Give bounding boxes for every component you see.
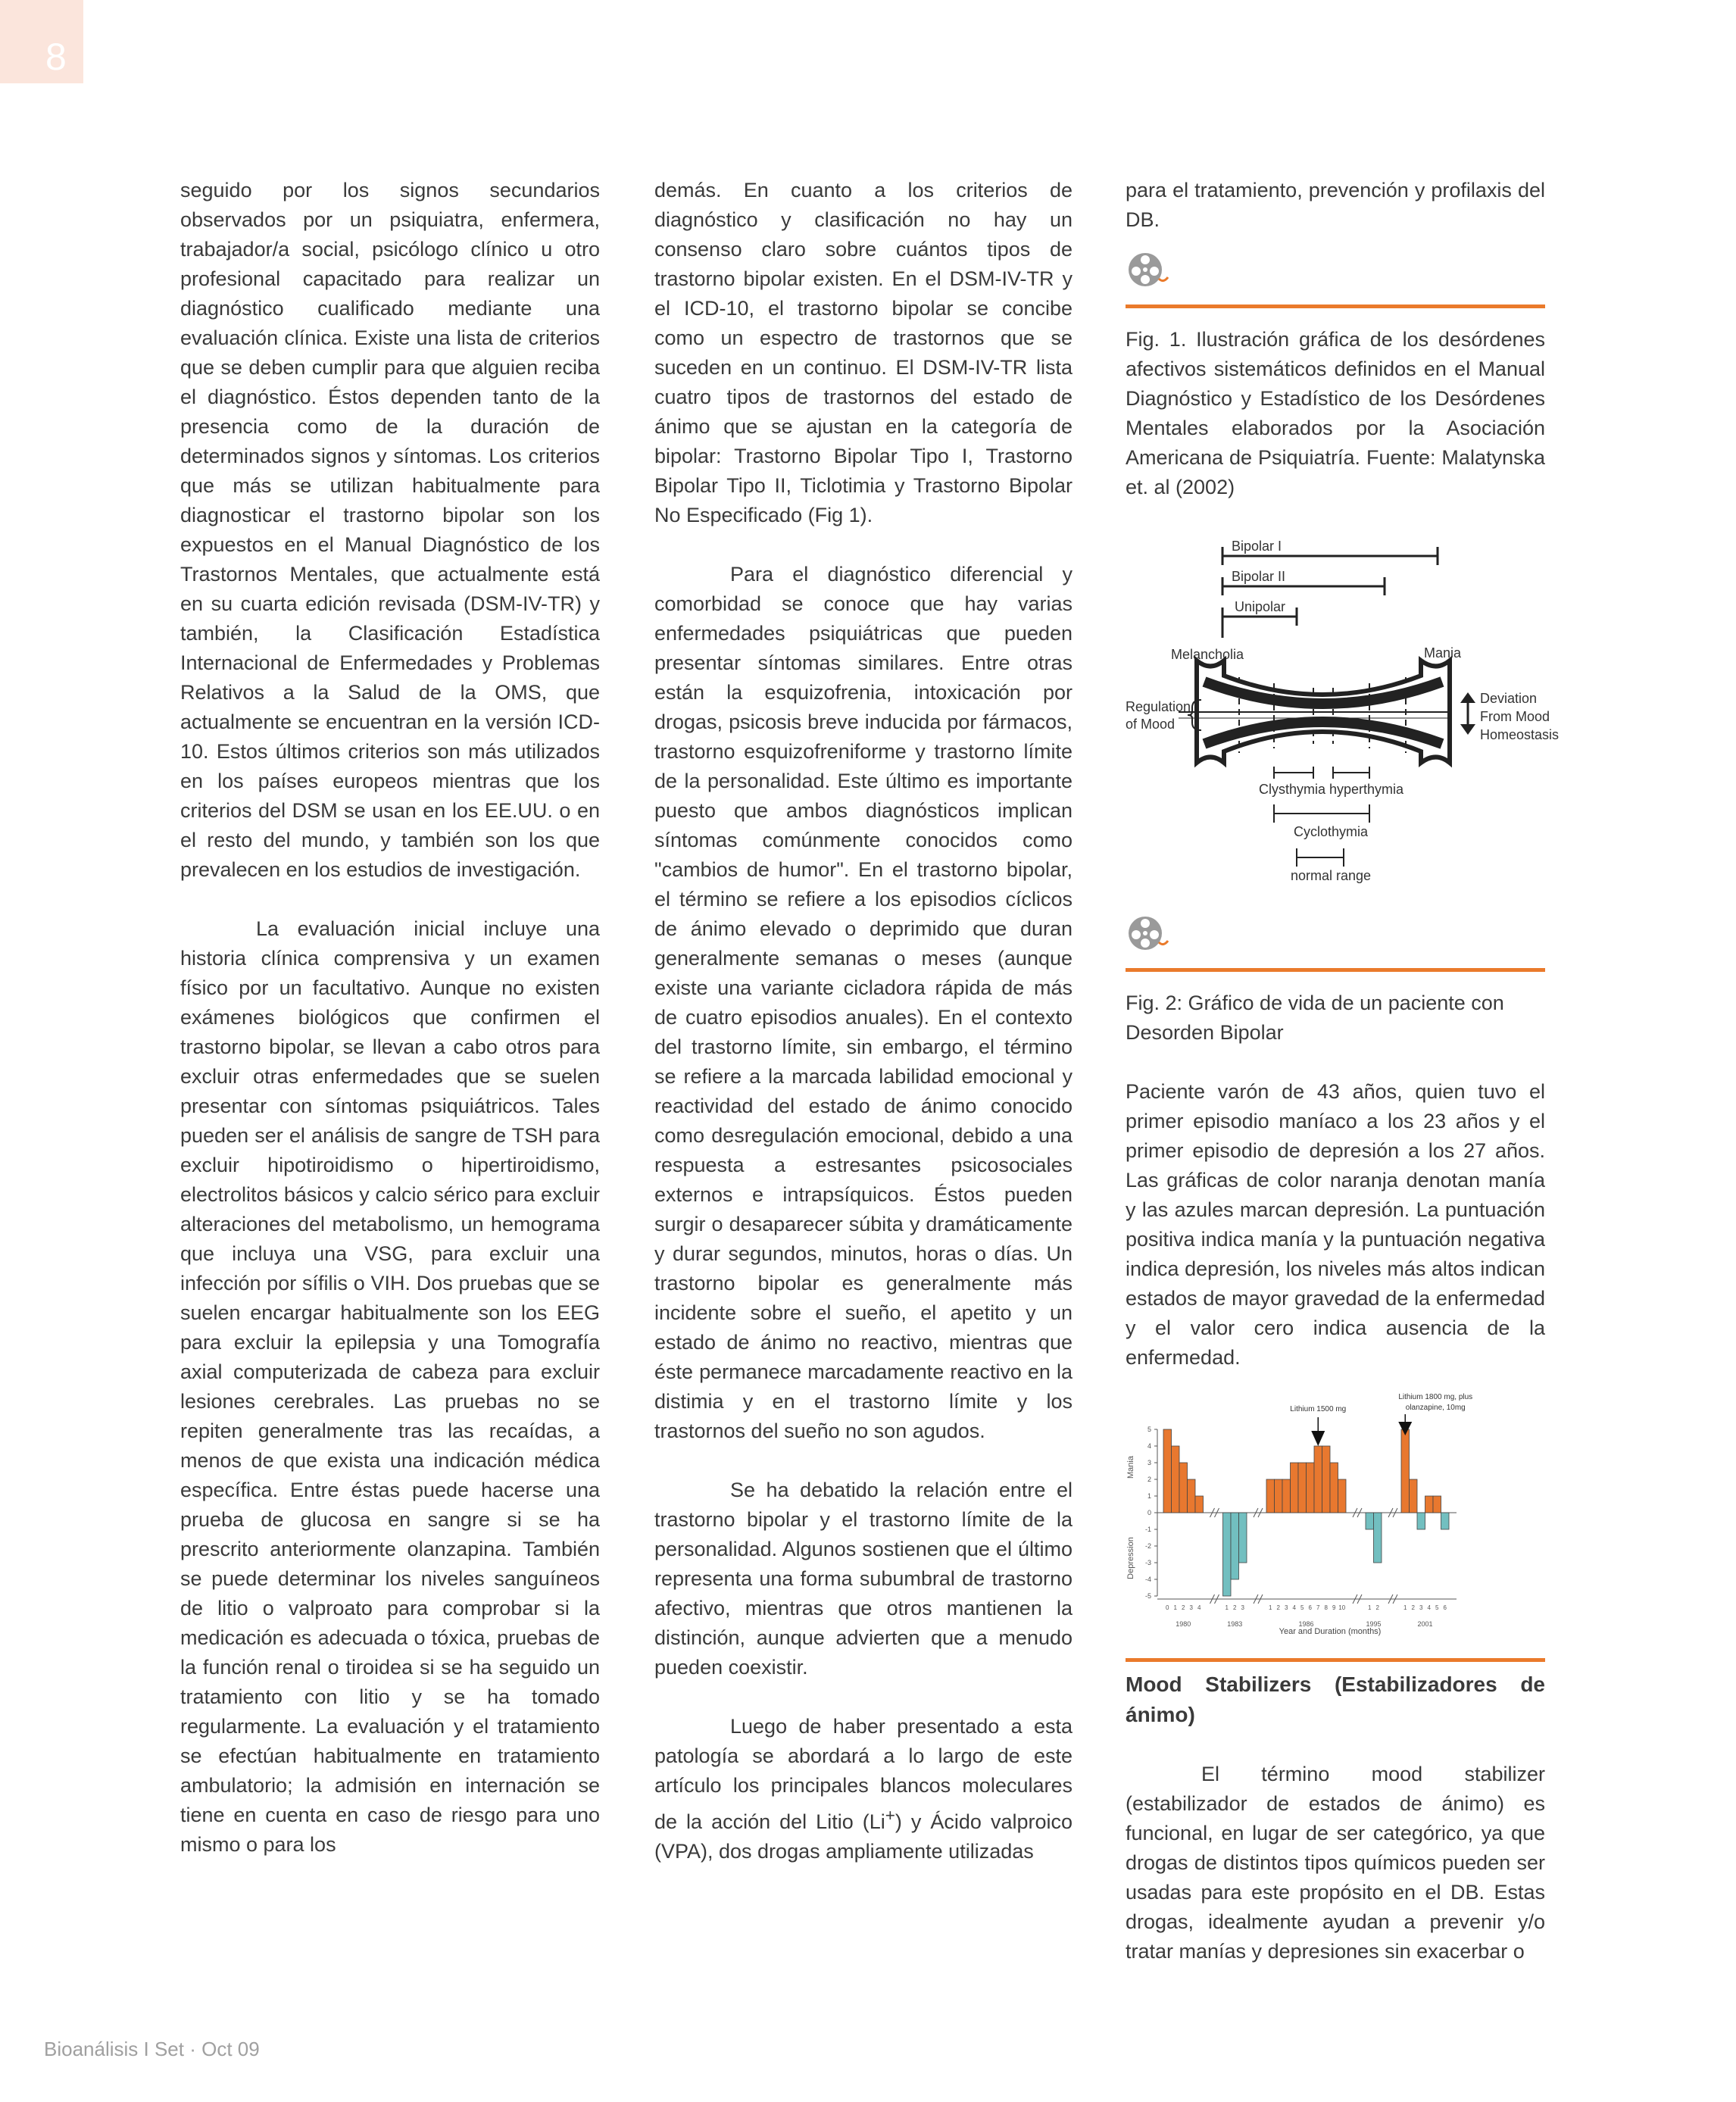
x-tick-label: 1 bbox=[1225, 1604, 1229, 1611]
chart-bar bbox=[1314, 1446, 1322, 1513]
chart-bar bbox=[1298, 1463, 1307, 1513]
y-tick-label: -3 bbox=[1144, 1559, 1151, 1566]
normal-range-label: normal range bbox=[1291, 868, 1372, 883]
deviation-label-line-3: Homeostasis bbox=[1480, 727, 1560, 742]
chart-bar bbox=[1322, 1446, 1331, 1513]
figure-2-rule bbox=[1126, 968, 1545, 972]
regulation-label-line-2: of Mood bbox=[1126, 717, 1176, 732]
chart-bar bbox=[1291, 1463, 1299, 1513]
lithium-superscript: + bbox=[885, 1806, 895, 1825]
chart-bar bbox=[1231, 1513, 1239, 1579]
col2-paragraph-3: Se ha debatido la relación entre el trastorno bipolar y el trastorno límite de la personalidad. Algunos sostienen que el último representa una forma subumbral de trastorno afectivo, mientras que otros mantienen la distinción, aunque advierten que a menudo pueden coexistir. bbox=[654, 1479, 1073, 1679]
chart-bar bbox=[1275, 1479, 1283, 1513]
y-tick-label: 0 bbox=[1147, 1509, 1151, 1516]
x-tick-label: 4 bbox=[1292, 1604, 1296, 1611]
col2-p4-end: ) y Ácido valproico (VPA), dos drogas ampliamente utilizadas bbox=[654, 1810, 1073, 1863]
melancholia-label: Melancholia bbox=[1171, 647, 1244, 662]
chart-bar bbox=[1282, 1479, 1291, 1513]
chart-bar bbox=[1433, 1496, 1441, 1513]
chart-bar bbox=[1179, 1463, 1188, 1513]
chart-bar bbox=[1163, 1429, 1172, 1513]
y-tick-label: -5 bbox=[1144, 1592, 1151, 1600]
film-reel-icon bbox=[1126, 914, 1171, 959]
col2-p4-start: Luego de haber presentado a esta patología se abordará a lo largo de este artículo los principales blancos moleculares de la acción del Litio (Li bbox=[654, 1715, 1073, 1833]
bipolar-2-label: Bipolar II bbox=[1232, 569, 1286, 584]
deviation-label-line-2: From Mood bbox=[1480, 709, 1550, 724]
x-tick-label: 7 bbox=[1316, 1604, 1320, 1611]
chart-bar bbox=[1425, 1496, 1434, 1513]
section-heading-mood-stabilizers: Mood Stabilizers (Estabilizadores de ánimo) bbox=[1126, 1673, 1545, 1726]
x-tick-label: 2 bbox=[1233, 1604, 1237, 1611]
chart-bar bbox=[1172, 1446, 1180, 1513]
x-axis-label: Year and Duration (months) bbox=[1279, 1627, 1382, 1636]
year-label: 1980 bbox=[1176, 1620, 1191, 1628]
chart-bar bbox=[1188, 1479, 1196, 1513]
page-number: 8 bbox=[45, 36, 67, 78]
unipolar-label: Unipolar bbox=[1235, 599, 1286, 614]
year-label: 1995 bbox=[1366, 1620, 1382, 1628]
column-3 bbox=[1126, 176, 1560, 1996]
bipolar-1-label: Bipolar I bbox=[1232, 539, 1282, 554]
y-tick-label: -4 bbox=[1144, 1576, 1151, 1583]
chart-bar bbox=[1417, 1513, 1425, 1529]
annotation-arrow bbox=[1398, 1422, 1412, 1435]
figure-1-caption: Fig. 1. Ilustración gráfica de los desórdenes afectivos sistemáticos definidos en el Manual Diagnóstico y Estadístico de los Desórdenes Mentales elaborados por la Asociación Americana de Psiquiatría. Fuente: Malatynska et. al (2002) bbox=[1126, 328, 1545, 498]
figure-2-bottom-rule bbox=[1126, 1658, 1545, 1662]
col3-paragraph-1: para el tratamiento, prevención y profilaxis del DB. bbox=[1126, 179, 1545, 231]
chart-bar bbox=[1307, 1463, 1315, 1513]
cyclothymia-label: Cyclothymia bbox=[1294, 824, 1369, 839]
figure-2-caption-body: Paciente varón de 43 años, quien tuvo el primer episodio maníaco a los 23 años y el primer episodio de depresión a los 27 años. Las gráficas de color naranja denotan manía y las azules marcan depresión. La puntuación positiva indica manía y la puntuación negativa indica depresión, los niveles más altos indican estados de mayor gravedad de la enfermedad y el valor cero indica ausencia de la enfermedad. bbox=[1126, 1080, 1545, 1369]
col3-paragraph-2: El término mood stabilizer (estabilizador de estados de ánimo) es funcional, en lugar de ser categórico, ya que drogas de distintos tipos químicos pueden ser usadas para este propósito en el DB. Estas drogas, idealmente ayudan a prevenir y/o tratar manías y depresiones sin exacerbar o bbox=[1126, 1763, 1545, 1963]
x-tick-label: 3 bbox=[1285, 1604, 1288, 1611]
y-tick-label: 3 bbox=[1147, 1459, 1151, 1466]
x-tick-label: 2 bbox=[1375, 1604, 1379, 1611]
chart-bar bbox=[1366, 1513, 1374, 1529]
figure-1-diagram bbox=[1126, 532, 1560, 903]
chart-bar bbox=[1410, 1479, 1418, 1513]
mania-label: Mania bbox=[1424, 645, 1462, 661]
figure-2-header bbox=[1126, 914, 1545, 967]
chart-bar bbox=[1330, 1463, 1338, 1513]
y-tick-label: -2 bbox=[1144, 1542, 1151, 1550]
x-tick-label: 6 bbox=[1443, 1604, 1447, 1611]
x-tick-label: 1 bbox=[1269, 1604, 1272, 1611]
regulation-label-line-1: Regulation bbox=[1126, 699, 1191, 714]
y-tick-label: 4 bbox=[1147, 1442, 1151, 1450]
figure-1-rule bbox=[1126, 305, 1545, 308]
x-tick-label: 2 bbox=[1182, 1604, 1185, 1611]
x-tick-label: 3 bbox=[1419, 1604, 1423, 1611]
chart-bar bbox=[1195, 1496, 1204, 1513]
annotation-lithium-1500: Lithium 1500 mg bbox=[1290, 1405, 1347, 1413]
year-label: 1986 bbox=[1298, 1620, 1314, 1628]
x-tick-label: 0 bbox=[1166, 1604, 1169, 1611]
chart-bar bbox=[1441, 1513, 1450, 1529]
x-tick-label: 1 bbox=[1173, 1604, 1177, 1611]
x-tick-label: 5 bbox=[1300, 1604, 1304, 1611]
life-chart bbox=[1126, 1391, 1545, 1655]
figure-2-caption-title: Fig. 2: Gráfico de vida de un paciente con Desorden Bipolar bbox=[1126, 992, 1504, 1044]
footer: Bioanálisis I Set · Oct 09 bbox=[44, 2038, 260, 2060]
year-label: 1983 bbox=[1227, 1620, 1243, 1628]
chart-bar bbox=[1239, 1513, 1247, 1563]
chart-bar bbox=[1401, 1429, 1410, 1513]
x-tick-label: 1 bbox=[1403, 1604, 1407, 1611]
x-tick-label: 5 bbox=[1435, 1604, 1439, 1611]
chart-bar bbox=[1374, 1513, 1382, 1563]
col2-paragraph-4 bbox=[654, 1712, 1073, 1866]
annotation-lithium-1800-line-2: olanzapine, 10mg bbox=[1405, 1404, 1466, 1412]
y-axis-label-depression: Depression bbox=[1126, 1537, 1135, 1579]
y-tick-label: -1 bbox=[1144, 1526, 1151, 1533]
clysthymia-label: Clysthymia hyperthymia bbox=[1259, 782, 1404, 797]
col2-paragraph-2: Para el diagnóstico diferencial y comorbidad se conoce que hay varias enfermedades psiquiátricas que pueden presentar síntomas similares. Entre otras están la esquizofrenia, intoxicación por drogas, psicosis breve inducida por fármacos, trastorno esquizofreniforme y trastorno límite de la personalidad. Este último es importante puesto que ambos diagnósticos implican síntomas comúnmente conocidos como "cambios de humor". En el trastorno bipolar, el término se refiere a los episodios cíclicos de ánimo elevado o deprimido que duran generalmente semanas o meses (aunque existe una variante cicladora rápida de más de cuatro episodios anuales). En el contexto del trastorno límite, sin embargo, el término se refiere a la marcada labilidad emocional y reactividad del estado de ánimo conocido como desregulación emocional, debido a una respuesta a estresantes psicosociales externos e intrapsíquicos. Éstos pueden surgir o desaparecer súbita y dramáticamente y durar segundos, minutos, horas o días. Un trastorno bipolar es generalmente más incidente sobre el sueño, el apetito y un estado de ánimo no reactivo, mientras que éste permanece marcadamente reactivo en la distimia y en el trastorno límite y los trastornos del sueño no son agudos. bbox=[654, 563, 1073, 1442]
col2-paragraph-1: demás. En cuanto a los criterios de diagnóstico y clasificación no hay un consenso claro sobre cuántos tipos de trastorno bipolar existen. En el DSM-IV-TR y el ICD-10, el trastorno bipolar se concibe como un espectro de trastornos que se suceden en un continuo. El DSM-IV-TR lista cuatro tipos de trastornos del estado de ánimo que se ajustan en la categoría de bipolar: Trastorno Bipolar Tipo I, Trastorno Bipolar Tipo II, Ticlotimia y Trastorno Bipolar No Especificado (Fig 1). bbox=[654, 179, 1073, 526]
y-tick-label: 1 bbox=[1147, 1492, 1151, 1500]
chart-bar bbox=[1266, 1479, 1275, 1513]
x-tick-label: 3 bbox=[1241, 1604, 1244, 1611]
x-tick-label: 8 bbox=[1324, 1604, 1328, 1611]
x-tick-label: 9 bbox=[1332, 1604, 1336, 1611]
y-tick-label: 5 bbox=[1147, 1426, 1151, 1433]
x-tick-label: 10 bbox=[1338, 1604, 1346, 1611]
chart-bar bbox=[1338, 1479, 1347, 1513]
page-number-badge bbox=[0, 0, 83, 83]
x-tick-label: 4 bbox=[1427, 1604, 1431, 1611]
film-reel-icon bbox=[1126, 250, 1171, 295]
x-tick-label: 1 bbox=[1368, 1604, 1372, 1611]
x-tick-label: 6 bbox=[1308, 1604, 1312, 1611]
y-axis-label-mania: Mania bbox=[1126, 1456, 1135, 1479]
x-tick-label: 2 bbox=[1411, 1604, 1415, 1611]
deviation-label-line-1: Deviation bbox=[1480, 691, 1538, 706]
annotation-lithium-1800: Lithium 1800 mg, plus bbox=[1398, 1393, 1473, 1401]
figure-1-header bbox=[1126, 250, 1545, 303]
column-2 bbox=[654, 176, 1073, 1896]
y-tick-label: 2 bbox=[1147, 1476, 1151, 1483]
x-tick-label: 4 bbox=[1197, 1604, 1201, 1611]
x-tick-label: 2 bbox=[1276, 1604, 1280, 1611]
year-label: 2001 bbox=[1417, 1620, 1433, 1628]
chart-bar bbox=[1223, 1513, 1232, 1596]
col1-paragraph-2: La evaluación inicial incluye una historia clínica comprensiva y un examen físico por un facultativo. Aunque no existen exámenes biológicos que confirmen el trastorno bipolar, se llevan a cabo otros para excluir otras enfermedades que se suelen presentar con síntomas psiquiátricos. Tales pueden ser el análisis de sangre de TSH para excluir hipotiroidismo o hipertiroidismo, electrolitos básicos y calcio sérico para excluir alteraciones del metabolismo, un hemograma que incluya una VSG, para excluir una infección por sífilis o VIH. Dos pruebas que se suelen encargar habitualmente son los EEG para excluir la epilepsia y una Tomografía axial computerizada de cabeza para excluir lesiones cerebrales. Las pruebas no se repiten generalmente tras las recaídas, a menos de que exista una indicación médica específica. Entre éstas puede hacerse una prueba de glucosa en sangre si se ha prescrito anteriormente olanzapina. También se puede determinar los niveles sanguíneos de litio o valproato para comprobar si la medicación es adecuada o tóxica, pruebas de la función renal o tiroidea si se ha seguido un tratamiento con litio y se ha tomado regularmente. La evaluación y el tratamiento se efectúan habitualmente en tratamiento ambulatorio; la admisión en internación se tiene en cuenta en caso de riesgo para uno mismo o para los bbox=[180, 917, 600, 1856]
column-1 bbox=[180, 176, 600, 1889]
x-tick-label: 3 bbox=[1189, 1604, 1193, 1611]
col1-paragraph-1: seguido por los signos secundarios observados por un psiquiatra, enfermera, trabajador/a social, psicólogo clínico u otro profesional capacitado para realizar un diagnóstico cualificado mediante una evaluación clínica. Existe una lista de criterios que se deben cumplir para que alguien reciba el diagnóstico. Éstos dependen tanto de la presencia como de la duración de determinados signos y síntomas. Los criterios que más se utilizan habitualmente para diagnosticar el trastorno bipolar son los expuestos en el Manual Diagnóstico de los Trastornos Mentales, que actualmente está en su cuarta edición revisada (DSM-IV-TR) y también, la Clasificación Estadística Internacional de Enfermedades y Problemas Relativos a la Salud de la OMS, que actualmente se encuentran en la versión ICD-10. Estos últimos criterios son más utilizados en los países europeos mientras que los criterios del DSM se usan en los EE.UU. o en el resto del mundo, y también son los que prevalecen en los estudios de investigación. bbox=[180, 179, 600, 881]
